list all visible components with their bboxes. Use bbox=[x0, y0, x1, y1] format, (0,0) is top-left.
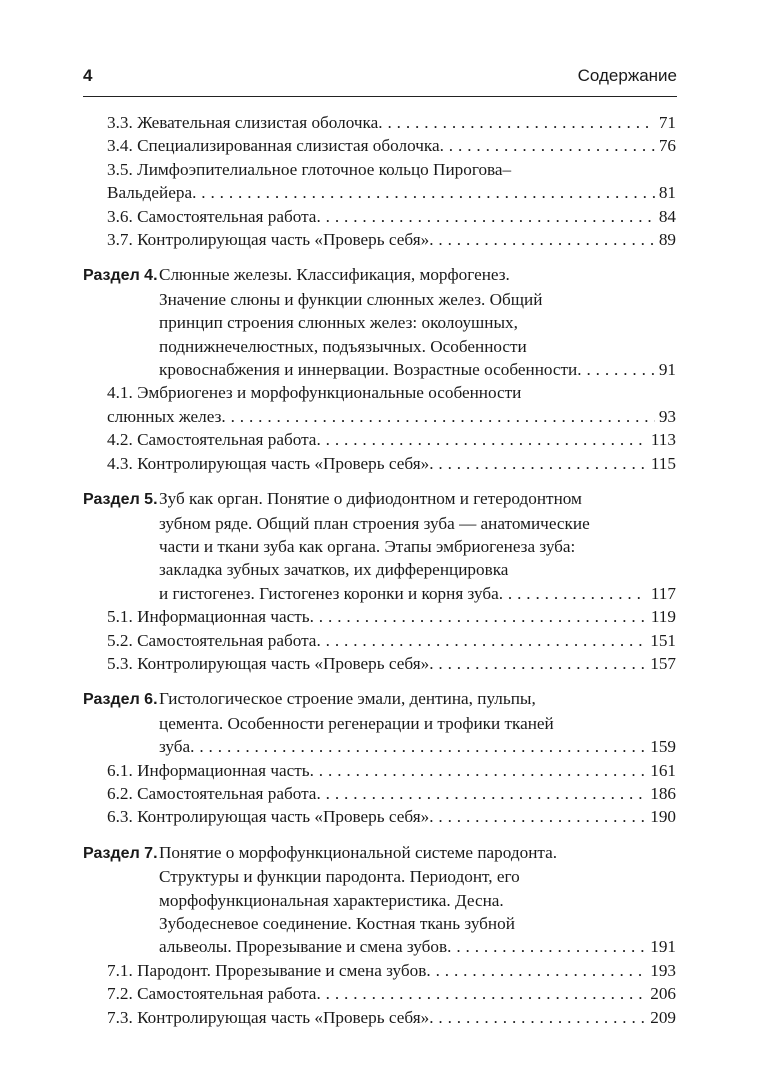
section-label: Раздел 7. bbox=[83, 844, 158, 862]
toc-entry bbox=[83, 452, 676, 475]
section-title-line: морфофункциональная характеристика. Десна. bbox=[159, 890, 504, 910]
toc-entry-line bbox=[83, 535, 676, 558]
toc-page-number: 157 bbox=[650, 653, 676, 673]
running-header bbox=[83, 66, 677, 92]
toc-page-number: 209 bbox=[650, 1007, 676, 1027]
section-heading bbox=[83, 687, 676, 711]
toc-page-number: 191 bbox=[650, 937, 676, 957]
toc-entry-line bbox=[83, 865, 676, 888]
toc-entry-line bbox=[83, 288, 676, 311]
toc-entry-line bbox=[107, 629, 676, 652]
section-title-block bbox=[159, 687, 676, 710]
toc-entry-line bbox=[107, 759, 676, 782]
section-heading bbox=[83, 841, 676, 865]
section-title-line: поднижнечелюстных, подъязычных. Особенности bbox=[159, 336, 527, 356]
page-number: 4 bbox=[83, 66, 93, 85]
section-label: Раздел 6. bbox=[83, 691, 158, 709]
toc-entry-title: 5.3. Контролирующая часть «Проверь себя» bbox=[107, 653, 430, 673]
toc-entry-line bbox=[83, 935, 676, 958]
toc-entry bbox=[83, 228, 676, 251]
toc-entry bbox=[83, 158, 676, 205]
toc-entry-line bbox=[107, 782, 676, 805]
toc-entry-title: слюнных желез bbox=[107, 406, 222, 426]
section-title-line: и гистогенез. Гистогенез коронки и корня зуба bbox=[159, 583, 499, 603]
toc-entry-line bbox=[159, 487, 676, 510]
toc-entry-line bbox=[159, 841, 676, 864]
toc-entry-title: 3.4. Специализированная слизистая оболочка bbox=[107, 136, 440, 156]
toc-page-number: 161 bbox=[650, 760, 676, 780]
toc-entry-line bbox=[107, 405, 676, 428]
dot-leader bbox=[190, 735, 646, 758]
dot-leader bbox=[378, 111, 655, 134]
toc-entry-line bbox=[83, 512, 676, 535]
toc-page-number: 190 bbox=[650, 807, 676, 827]
toc-entry-line bbox=[107, 652, 676, 675]
toc-entry-line bbox=[83, 712, 676, 735]
toc-entry bbox=[83, 652, 676, 675]
header-title: Содержание bbox=[577, 66, 677, 85]
dot-leader bbox=[447, 935, 646, 958]
toc-page-number: 193 bbox=[650, 960, 676, 980]
dot-leader bbox=[429, 452, 647, 475]
toc-entry bbox=[83, 381, 676, 428]
dot-leader bbox=[316, 629, 646, 652]
dot-leader bbox=[429, 1006, 646, 1029]
toc-entry bbox=[83, 629, 676, 652]
toc-entry-title: 7.1. Пародонт. Прорезывание и смена зубов bbox=[107, 960, 427, 980]
toc-page-number: 117 bbox=[650, 583, 676, 603]
toc-entry-title: 4.1. Эмбриогенез и морфофункциональные особенности bbox=[107, 383, 522, 403]
toc-entry bbox=[83, 759, 676, 782]
toc-entry-title: 5.2. Самостоятельная работа bbox=[107, 630, 317, 650]
toc-entry-title: Вальдейера bbox=[107, 183, 193, 203]
toc-entry-line bbox=[159, 263, 676, 286]
toc-entry-line bbox=[83, 889, 676, 912]
section-title-line: Значение слюны и функции слюнных желез. Общий bbox=[159, 289, 543, 309]
toc-entry bbox=[83, 605, 676, 628]
dot-leader bbox=[499, 582, 647, 605]
toc-entry bbox=[83, 782, 676, 805]
section-title-line: Зуб как орган. Понятие о дифиодонтном и гетеродонтном bbox=[159, 489, 582, 509]
toc-entry-title: 4.3. Контролирующая часть «Проверь себя» bbox=[107, 453, 430, 473]
section-heading bbox=[83, 263, 676, 287]
toc-entry bbox=[83, 111, 676, 134]
dot-leader bbox=[577, 358, 655, 381]
toc-page-number: 159 bbox=[650, 737, 676, 757]
dot-leader bbox=[426, 959, 646, 982]
toc-section bbox=[83, 841, 676, 1029]
section-title-line: альвеолы. Прорезывание и смена зубов bbox=[159, 937, 448, 957]
section-title-block bbox=[159, 841, 676, 864]
toc-page-number: 76 bbox=[658, 136, 676, 156]
toc-page-number: 115 bbox=[650, 453, 676, 473]
toc-page-number: 119 bbox=[650, 607, 676, 627]
toc-page-number: 84 bbox=[658, 206, 676, 226]
section-title-line: принцип строения слюнных желез: околоушных, bbox=[159, 313, 518, 333]
toc-entry-line bbox=[83, 358, 676, 381]
toc-entry-line bbox=[83, 582, 676, 605]
dot-leader bbox=[316, 782, 646, 805]
section-title-line: цемента. Особенности регенерации и трофики тканей bbox=[159, 713, 554, 733]
dot-leader bbox=[192, 181, 655, 204]
dot-leader bbox=[429, 652, 646, 675]
toc-page-number: 206 bbox=[650, 984, 676, 1004]
dot-leader bbox=[310, 759, 647, 782]
toc-page-number: 89 bbox=[658, 230, 676, 250]
toc-entry-line bbox=[83, 311, 676, 334]
dot-leader bbox=[221, 405, 654, 428]
dot-leader bbox=[310, 605, 647, 628]
toc-page-number: 151 bbox=[650, 630, 676, 650]
toc-entry-line bbox=[107, 381, 676, 404]
dot-leader bbox=[316, 428, 646, 451]
section-title-line: зуба bbox=[159, 737, 191, 757]
section-label: Раздел 5. bbox=[83, 491, 158, 509]
toc-entry-line bbox=[159, 687, 676, 710]
section-title-line: Гистологическое строение эмали, дентина, пульпы, bbox=[159, 689, 536, 709]
toc-entry-title: 6.2. Самостоятельная работа bbox=[107, 783, 317, 803]
toc-entry-line bbox=[107, 181, 676, 204]
section-heading bbox=[83, 487, 676, 511]
section-title-line: части и ткани зуба как органа. Этапы эмбриогенеза зуба: bbox=[159, 536, 576, 556]
toc-entry bbox=[83, 959, 676, 982]
section-title-line: закладка зубных зачатков, их дифференцировка bbox=[159, 560, 509, 580]
toc-entry-title: 3.7. Контролирующая часть «Проверь себя» bbox=[107, 230, 430, 250]
toc-entry-line bbox=[107, 452, 676, 475]
toc-page-number: 71 bbox=[658, 113, 676, 132]
toc-page-number: 113 bbox=[650, 430, 676, 450]
toc-entry-line bbox=[83, 912, 676, 935]
dot-leader bbox=[316, 982, 646, 1005]
table-of-contents bbox=[83, 111, 676, 1029]
toc-entry-title: 6.1. Информационная часть bbox=[107, 760, 310, 780]
dot-leader bbox=[429, 228, 655, 251]
toc-page-number: 93 bbox=[658, 406, 676, 426]
toc-entry bbox=[83, 1006, 676, 1029]
toc-entry-line bbox=[107, 428, 676, 451]
toc-entry-title: 3.3. Жевательная слизистая оболочка bbox=[107, 113, 379, 132]
section-title-line: Слюнные железы. Классификация, морфогенез. bbox=[159, 265, 510, 285]
toc-entry-line bbox=[107, 205, 676, 228]
toc-entry-line bbox=[107, 134, 676, 157]
dot-leader bbox=[429, 805, 646, 828]
toc-section bbox=[83, 263, 676, 475]
toc-page-number: 186 bbox=[650, 783, 676, 803]
toc-entry-title: 5.1. Информационная часть bbox=[107, 607, 310, 627]
toc-entry-line bbox=[107, 111, 676, 134]
section-title-line: Структуры и функции пародонта. Периодонт, его bbox=[159, 867, 520, 887]
section-title-block bbox=[159, 263, 676, 286]
section-title-line: Понятие о морфофункциональной системе пародонта. bbox=[159, 842, 558, 862]
toc-entry-line bbox=[83, 735, 676, 758]
toc-page-number: 81 bbox=[658, 183, 676, 203]
toc-entry bbox=[83, 134, 676, 157]
toc-entry-title: 4.2. Самостоятельная работа bbox=[107, 430, 317, 450]
toc-section bbox=[83, 487, 676, 675]
toc-entry bbox=[83, 428, 676, 451]
toc-entry-line bbox=[107, 158, 676, 181]
toc-page-number: 91 bbox=[658, 360, 676, 380]
header-rule bbox=[83, 96, 677, 97]
section-title-block bbox=[159, 487, 676, 510]
toc-entry-title: 7.2. Самостоятельная работа bbox=[107, 984, 317, 1004]
section-title-line: зубном ряде. Общий план строения зуба — анатомические bbox=[159, 513, 590, 533]
toc-entry-line bbox=[107, 982, 676, 1005]
section-title-line: Зубодесневое соединение. Костная ткань зубной bbox=[159, 914, 515, 933]
toc-entry-title: 3.5. Лимфоэпителиальное глоточное кольцо Пирогова– bbox=[107, 159, 512, 179]
toc-entry bbox=[83, 982, 676, 1005]
toc-entry-title: 6.3. Контролирующая часть «Проверь себя» bbox=[107, 807, 430, 827]
toc-entry-line bbox=[83, 558, 676, 581]
section-label: Раздел 4. bbox=[83, 267, 158, 285]
toc-entry-line bbox=[107, 228, 676, 251]
toc-section bbox=[83, 687, 676, 828]
toc-entry-line bbox=[107, 1006, 676, 1029]
toc-entry-line bbox=[107, 959, 676, 982]
dot-leader bbox=[316, 205, 654, 228]
section-title-line: кровоснабжения и иннервации. Возрастные особенности bbox=[159, 360, 578, 380]
toc-entry-line bbox=[83, 335, 676, 358]
dot-leader bbox=[440, 134, 655, 157]
toc-entry-title: 7.3. Контролирующая часть «Проверь себя» bbox=[107, 1007, 430, 1027]
toc-entry bbox=[83, 805, 676, 828]
toc-entry-title: 3.6. Самостоятельная работа bbox=[107, 206, 317, 226]
toc-entry bbox=[83, 205, 676, 228]
toc-entry-line bbox=[107, 605, 676, 628]
toc-entry-line bbox=[107, 805, 676, 828]
